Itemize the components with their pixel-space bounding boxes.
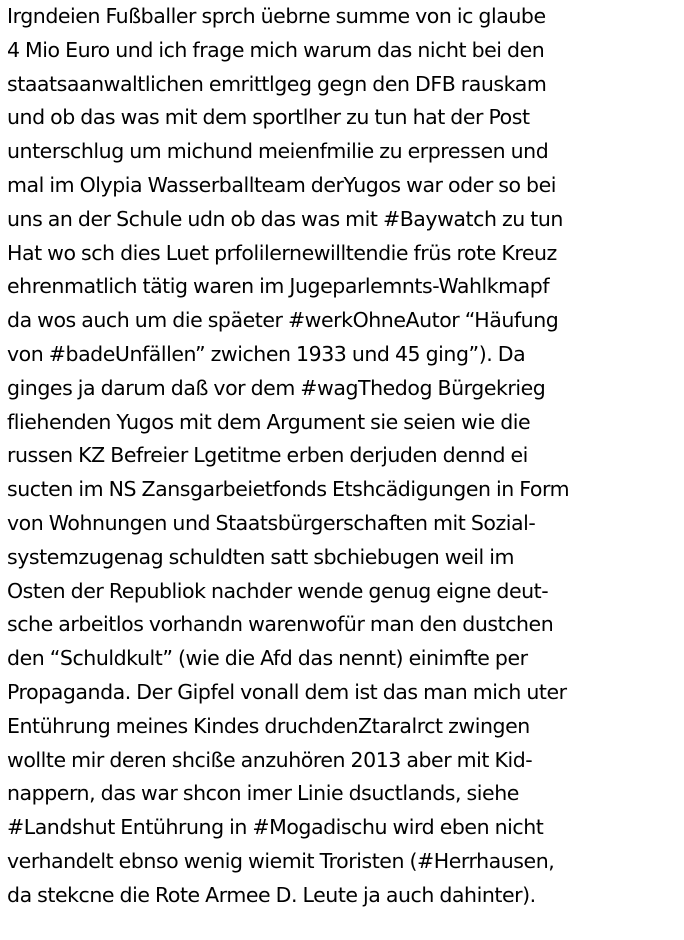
- text-line-16: von Wohnungen und Staatsbürgerschaften mit Sozial-: [7, 510, 536, 535]
- text-line-6: mal im Olypia Wasserballteam derYugos war oder so bei: [7, 172, 557, 197]
- text-line-27: da stekcne die Rote Armee D. Leute ja auch dahinter).: [7, 882, 536, 907]
- text-line-3: staatsaanwaltlichen emrittlgeg gegn den DFB rauskam: [7, 71, 547, 96]
- text-line-17: systemzugenag schuldten satt sbchiebugen weil im: [7, 544, 514, 569]
- text-line-9: ehrenmatlich tätig waren im Jugeparlemnts-Wahlkmapf: [7, 274, 550, 299]
- text-line-14: russen KZ Befreier Lgetitme erben derjuden dennd ei: [7, 443, 528, 468]
- text-line-19: sche arbeitlos vorhandn warenwofür man den dustchen: [7, 612, 554, 637]
- text-line-12: ginges ja darum daß vor dem #wagThedog Bürgekrieg: [7, 375, 546, 400]
- text-line-21: Propaganda. Der Gipfel vonall dem ist das man mich uter: [7, 679, 567, 704]
- text-line-11: von #badeUnfällen” zwichen 1933 und 45 ging”). Da: [7, 341, 526, 366]
- text-line-2: 4 Mio Euro und ich frage mich warum das nicht bei den: [7, 37, 545, 62]
- text-line-25: #Landshut Entührung in #Mogadischu wird eben nicht: [7, 815, 544, 840]
- text-line-22: Entührung meines Kindes druchdenZtaralrct zwingen: [7, 713, 530, 738]
- text-line-23: wollte mir deren shciße anzuhören 2013 aber mit Kid-: [7, 747, 533, 772]
- text-line-18: Osten der Republiok nachder wende genug eigne deut-: [7, 578, 549, 603]
- text-line-4: und ob das was mit dem sportlher zu tun hat der Post: [7, 105, 530, 130]
- document-text: [7, 0, 684, 913]
- text-line-26: verhandelt ebnso wenig wiemit Troristen (#Herrhausen,: [7, 848, 555, 873]
- text-line-20: den “Schuldkult” (wie die Afd das nennt) einimfte per: [7, 646, 528, 671]
- text-line-24: nappern, das war shcon imer Linie dsuctlands, siehe: [7, 781, 519, 806]
- text-line-15: sucten im NS Zansgarbeietfonds Etshcädigungen in Form: [7, 477, 570, 502]
- text-line-7: uns an der Schule udn ob das was mit #Baywatch zu tun: [7, 206, 563, 231]
- text-line-13: fliehenden Yugos mit dem Argument sie seien wie die: [7, 409, 531, 434]
- text-line-5: unterschlug um michund meienfmilie zu erpressen und: [7, 139, 549, 164]
- text-line-1: Irgndeien Fußballer sprch üebrne summe von ic glaube: [7, 4, 546, 28]
- text-line-10: da wos auch um die späeter #werkOhneAutor “Häufung: [7, 308, 559, 333]
- text-line-8: Hat wo sch dies Luet prfolilernewilltendie früs rote Kreuz: [7, 240, 557, 265]
